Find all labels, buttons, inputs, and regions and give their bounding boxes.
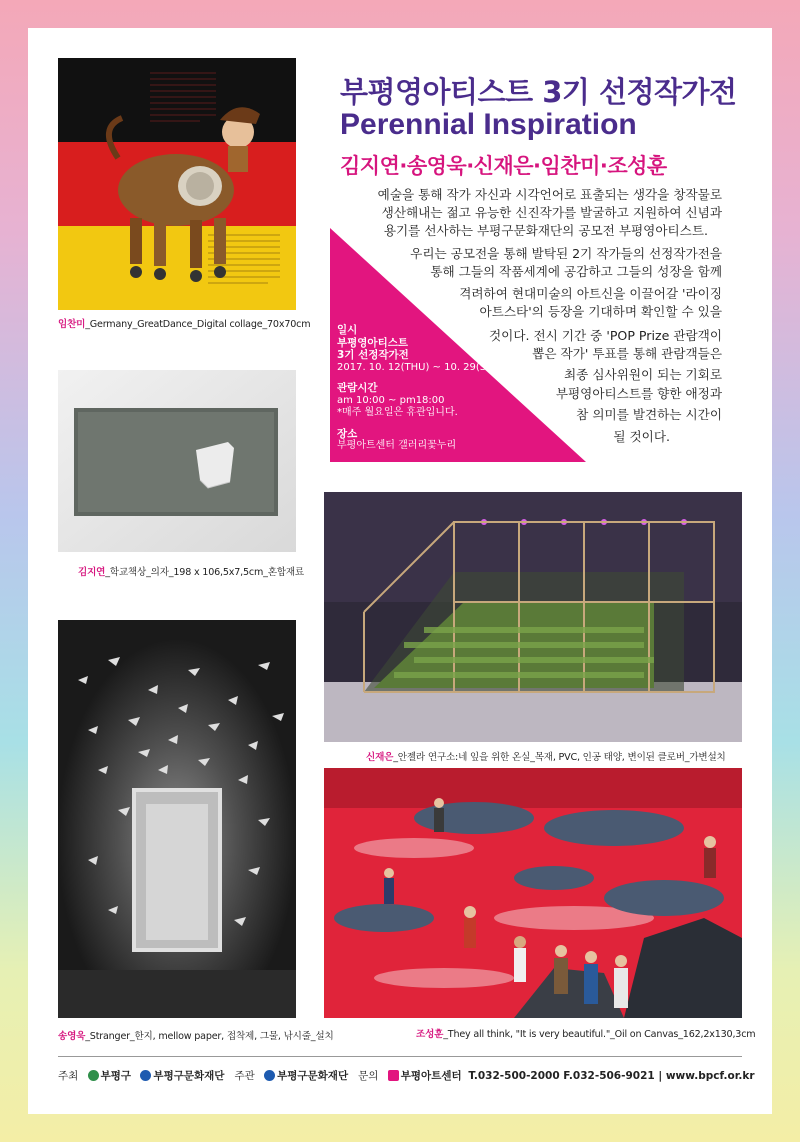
- contact-phone: T.032-500-2000 F.032-506-9021 | www.bpcf.or.kr: [468, 1070, 755, 1082]
- artwork-stranger: [58, 620, 296, 1018]
- red-sea-painting-image: [324, 768, 742, 1018]
- venue-heading: 장소: [337, 427, 358, 440]
- footer: [58, 1068, 755, 1083]
- caption-kim-jiyeon: [78, 564, 304, 578]
- caption-text: _Stranger_한지, mellow paper, 접착제, 그물, 낚시줄_설치: [85, 1031, 334, 1042]
- exhibition-info: [337, 324, 505, 453]
- intro-line-9: 뽑은 작가' 투표를 통해 관람객들은: [532, 346, 722, 361]
- caption-cho-sunghoon: [416, 1026, 755, 1040]
- date-value: 2017. 10. 12(THU) ~ 10. 29(SUN): [337, 361, 505, 373]
- artist-name: 신재은: [366, 752, 394, 763]
- intro-line-3: 용기를 선사하는 부평구문화재단의 공모전 부평영아티스트.: [383, 223, 708, 238]
- venue-value: 부평아트센터 갤러리꽃누리: [337, 440, 457, 451]
- host-1: 부평구: [100, 1070, 132, 1082]
- caption-text: _학교책상_의자_198 x 106,5x7,5cm_혼합재료: [105, 567, 304, 578]
- date-title-line1: 부평영아티스트: [337, 336, 409, 349]
- school-desk-image: [58, 370, 296, 552]
- artists-list: 김지연·송영욱·신재은·임찬미·조성훈: [340, 154, 667, 178]
- artist-name: 송영욱: [58, 1031, 86, 1042]
- art-center-logo-icon: [388, 1070, 399, 1081]
- foundation-logo-icon: [264, 1070, 275, 1081]
- intro-line-5: 통해 그들의 작품세계에 공감하고 그들의 성장을 함께: [430, 264, 722, 279]
- greenhouse-installation-image: [324, 492, 742, 742]
- caption-song-youngwook: [58, 1028, 334, 1042]
- intro-line-1: 예술을 통해 작가 자신과 시각언어로 표출되는 생각을 창작물로: [377, 187, 722, 202]
- intro-line-4: 우리는 공모전을 통해 발탁된 2기 작가들의 선정작가전을: [410, 246, 722, 261]
- caption-text: _안젤라 연구소:네 잎을 위한 온실_목재, PVC, 인공 태양, 변이된 클로버_가변설치: [393, 752, 726, 763]
- intro-line-13: 될 것이다.: [613, 429, 670, 444]
- hours-value: am 10:00 ~ pm18:00: [337, 394, 445, 406]
- artist-name: 김지연: [78, 567, 106, 578]
- intro-line-10: 최종 심사위원이 되는 기회로: [564, 367, 722, 382]
- exhibition-title-korean: 부평영아티스트 3기 선정작가전: [340, 75, 737, 109]
- germany-collage-image: [58, 58, 296, 310]
- intro-line-11: 부평영아티스트를 향한 애정과: [555, 386, 722, 401]
- organizer-label: 주관: [234, 1070, 255, 1082]
- artist-name: 조성훈: [416, 1029, 444, 1040]
- contact-org: 부평아트센터: [400, 1070, 462, 1082]
- host-2: 부평구문화재단: [153, 1070, 225, 1082]
- caption-text: _Germany_GreatDance_Digital collage_70x70cm: [85, 319, 311, 330]
- intro-line-12: 참 의미를 발견하는 시간이: [576, 407, 722, 422]
- host-label: 주최: [58, 1070, 79, 1082]
- date-title-line2: 3기 선정작가전: [337, 349, 409, 361]
- artwork-they-all-think: [324, 768, 742, 1018]
- artwork-school-desk: [58, 370, 296, 552]
- caption-lim-chanmi: [58, 316, 310, 330]
- footer-divider: [58, 1056, 742, 1057]
- foundation-logo-icon: [140, 1070, 151, 1081]
- contact-label: 문의: [358, 1070, 379, 1082]
- artwork-greenhouse: [324, 492, 742, 742]
- intro-line-7: 아트스타'의 등장을 기대하며 확인할 수 있을: [479, 304, 722, 319]
- exhibition-title-english: Perennial Inspiration: [340, 108, 637, 141]
- hours-note: *매주 월요일은 휴관입니다.: [337, 407, 458, 418]
- caption-shin-jaeeun: [366, 749, 726, 763]
- organizer: 부평구문화재단: [277, 1070, 349, 1082]
- intro-line-8: 것이다. 전시 기간 중 'POP Prize 관람객이: [489, 328, 722, 343]
- artwork-germany-greatdance: [58, 58, 296, 310]
- artist-name: 임찬미: [58, 319, 86, 330]
- date-heading: 일시: [337, 324, 358, 336]
- intro-line-6: 격려하여 현대미술의 아트신을 이끌어갈 '라이징: [459, 286, 722, 301]
- stranger-installation-image: [58, 620, 296, 1018]
- hours-heading: 관람시간: [337, 382, 378, 394]
- intro-line-2: 생산해내는 젊고 유능한 신진작가를 발굴하고 지원하여 신념과: [381, 205, 722, 220]
- bupyeong-gu-logo-icon: [88, 1070, 99, 1081]
- caption-text: _They all think, "It is very beautiful."_Oil on Canvas_162,2x130,3cm: [443, 1029, 756, 1040]
